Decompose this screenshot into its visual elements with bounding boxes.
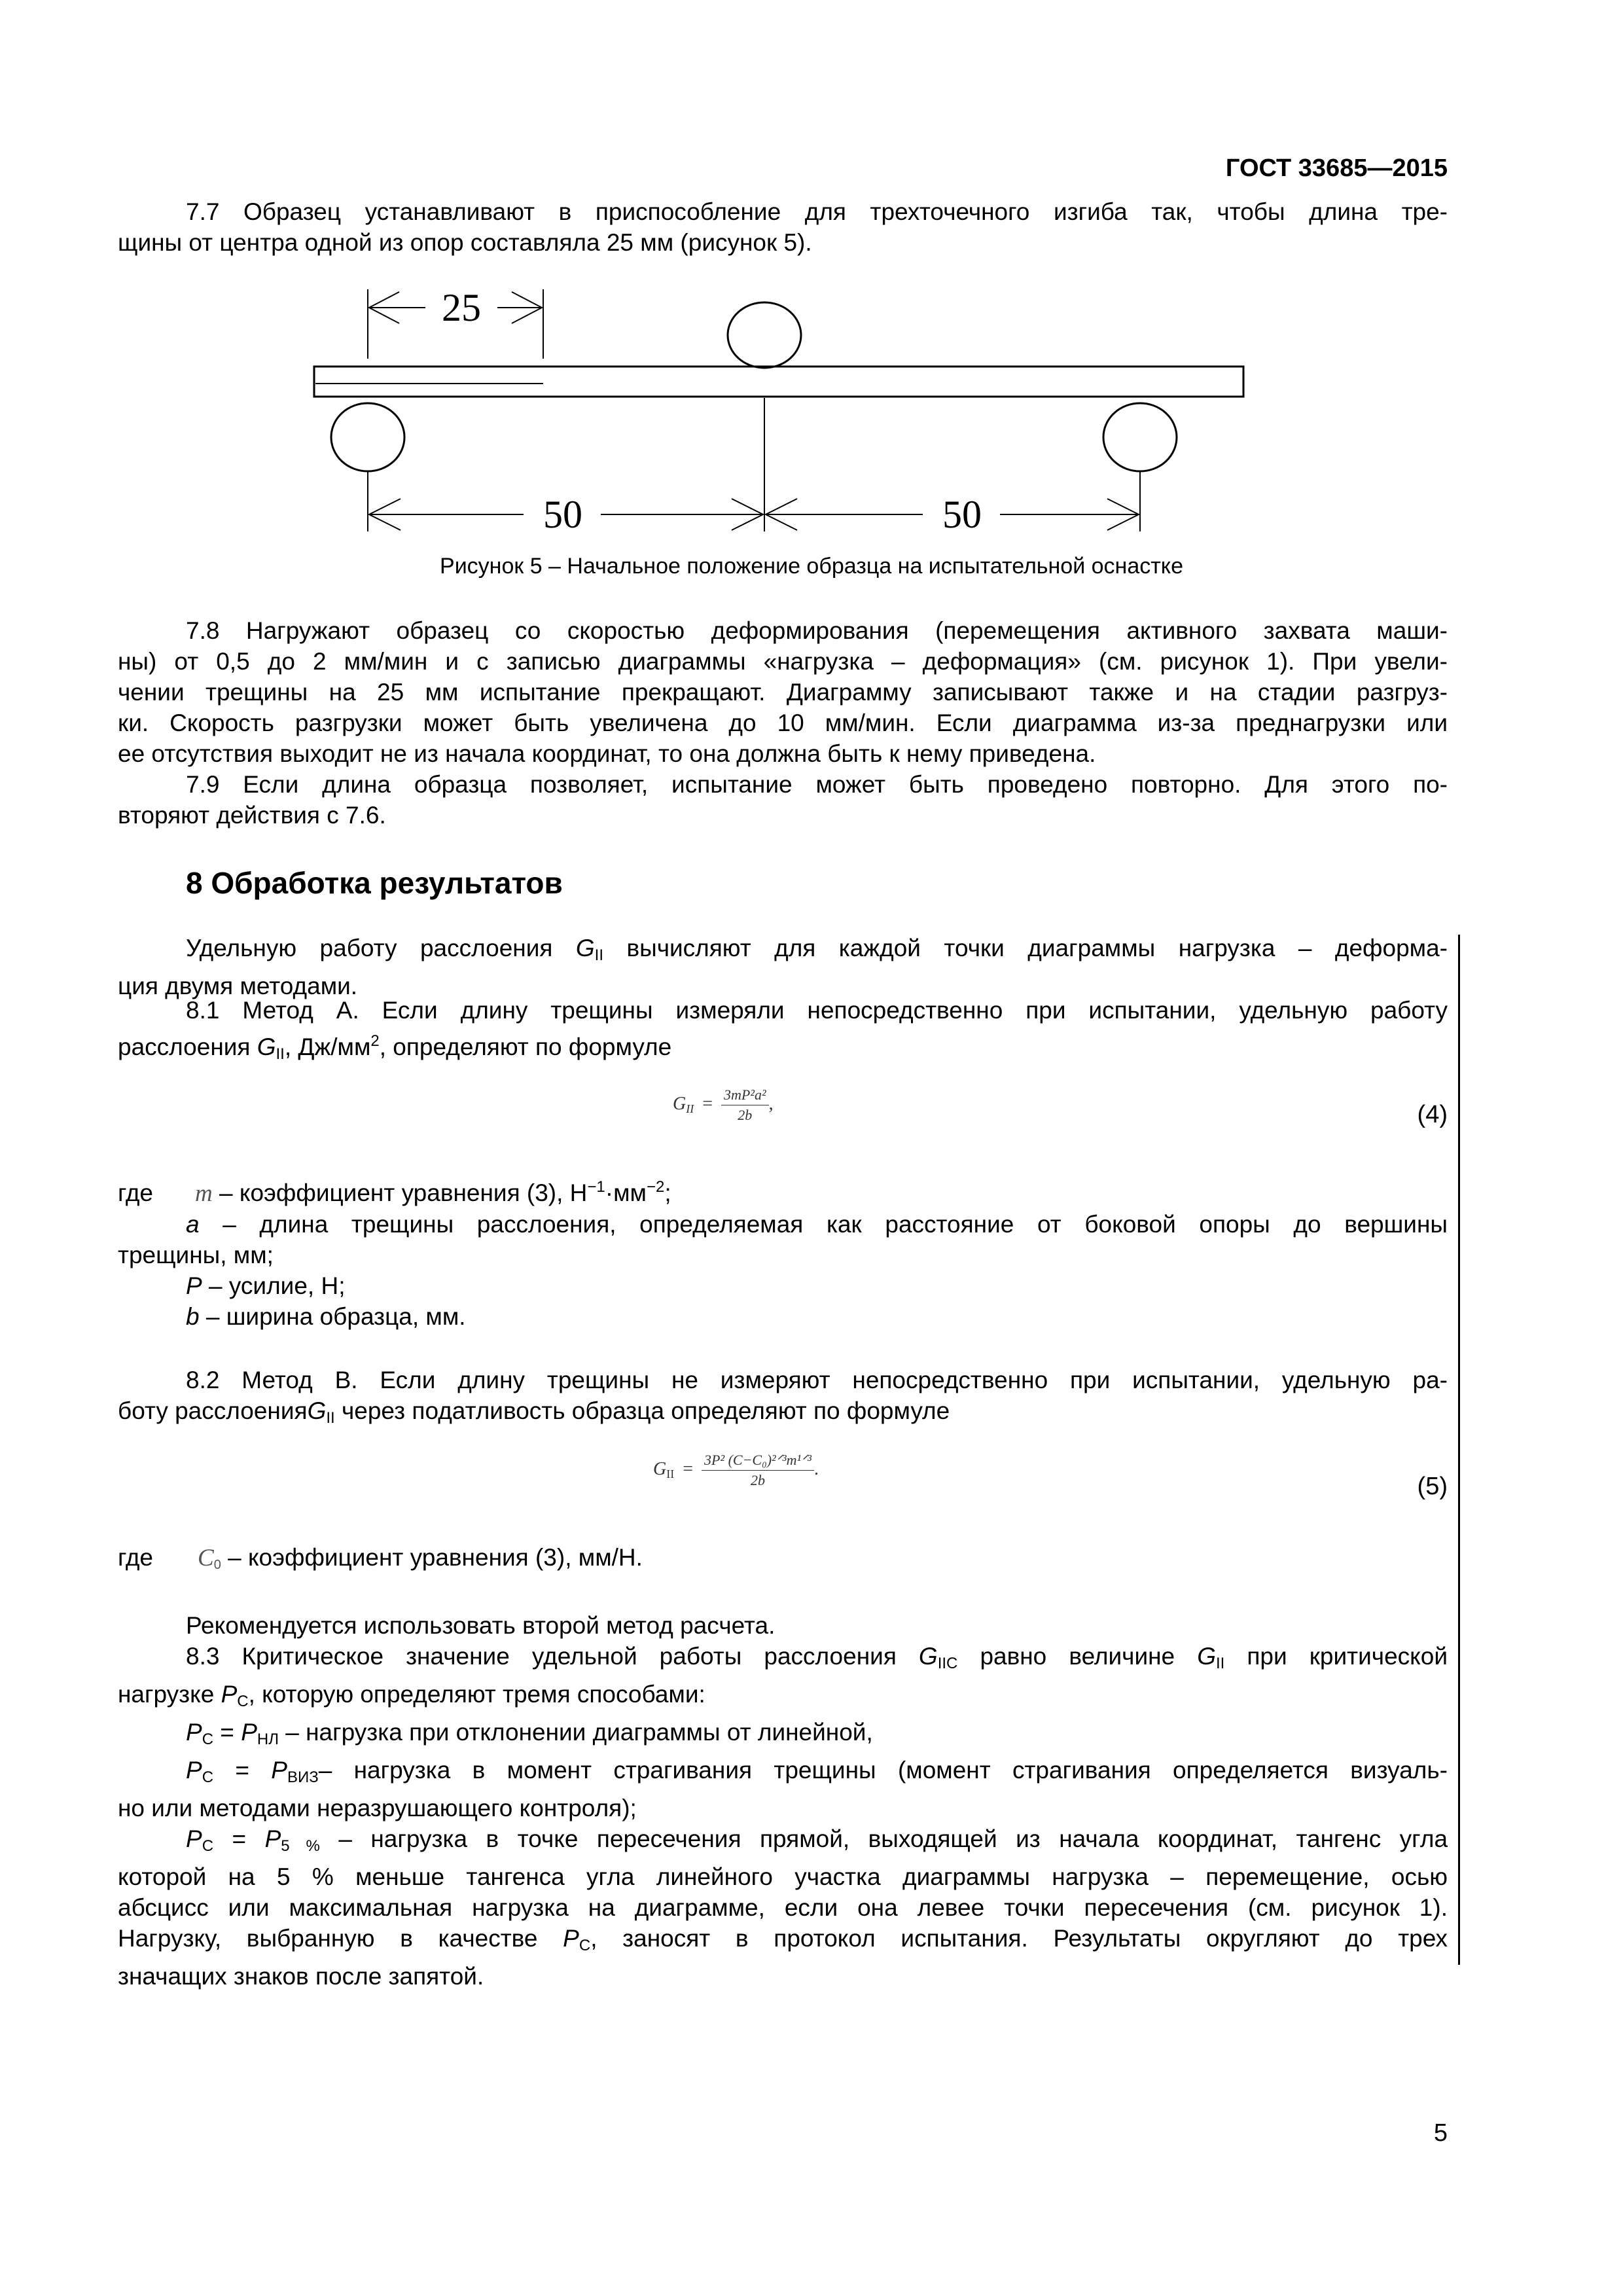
- method-item-1: $P_C = P_{НЛ}$ – нагрузка при отклонении диаграммы от линейной,: [186, 1719, 873, 1748]
- method-item-3: $P_C = P_{5 \%}$ – нагрузка в точке пересечения прямой, выходящей из начала координат, тангенс угла: [186, 1825, 1448, 1855]
- method-item-3-line2: которой на 5 % меньше тангенса угла линейного участка диаграммы нагрузка – перемещение, осью: [118, 1863, 1448, 1890]
- method-item-3-line5: значащих знаков после запятой.: [118, 1963, 484, 1990]
- paragraph-7-9: [118, 769, 1448, 831]
- formula-4-fraction: $\frac{\text{3mP²a²}}{2b}$: [721, 1086, 769, 1124]
- p81-line2: расслоения $G_{II}$, $Дж/мм^2$, определяют по формуле: [118, 1032, 672, 1063]
- paragraph-section8-intro: [118, 933, 1448, 1001]
- page-number: 5: [1433, 2119, 1448, 2147]
- method-item-2-cont: но или методами неразрушающего контроля);: [118, 1795, 637, 1821]
- p82-line1: 8.2 Метод В. Если длину трещины не измеряют непосредственно при испытании, удельную ра-: [186, 1367, 1448, 1393]
- p78-line1: 7.8 Нагружают образец со скоростью деформирования (перемещения активного захвата маши-: [186, 617, 1448, 644]
- p77-line1: 7.7 Образец устанавливают в приспособление для трехточечного изгиба так, чтобы длина тре-: [186, 198, 1448, 225]
- where1-p: P – усилие, Н;: [186, 1272, 346, 1299]
- paragraph-7-7: [118, 196, 1448, 258]
- p79-line1: 7.9 Если длина образца позволяет, испытание может быть проведено повторно. Для этого по-: [186, 771, 1448, 798]
- p81-line1: 8.1 Метод А. Если длину трещины измеряли непосредственно при испытании, удельную работу: [186, 997, 1448, 1024]
- recommendation: Рекомендуется использовать второй метод расчета.: [186, 1612, 776, 1639]
- p83-line2: нагрузке $P_C$, которую определяют тремя способами:: [118, 1681, 705, 1710]
- method-item-2: $P_C = P_{ВИЗ}-$ нагрузка в момент страгивания трещины (момент страгивания определяется визуаль-: [186, 1757, 1448, 1786]
- p78-line2: ны) от 0,5 до 2 мм/мин и с записью диаграммы «нагрузка – деформация» (см. рисунок 1). При увели-: [118, 648, 1448, 675]
- right-support-roller: [1103, 403, 1177, 471]
- figure-5-diagram: [301, 275, 1257, 537]
- where1-a: a – длина трещины расслоения, определяемая как расстояние от боковой опоры до вершины: [186, 1211, 1448, 1238]
- intro-line2: ция двумя методами.: [118, 973, 358, 999]
- where1-a-cont: трещины, мм;: [118, 1242, 274, 1268]
- p78-line5: ее отсутствия выходит не из начала координат, то она должна быть к нему приведена.: [118, 740, 1096, 767]
- loading-roller: [728, 302, 801, 368]
- p78-line3: чении трещины на 25 мм испытание прекращают. Диаграмму записывают также и на стадии разгруз-: [118, 679, 1448, 706]
- p77-line2: щины от центра одной из опор составляла 25 мм (рисунок 5).: [118, 229, 812, 256]
- formula-4-number: (4): [1417, 1101, 1448, 1128]
- method-item-3-line4: Нагрузку, выбранную в качестве $P_C$, заносят в протокол испытания. Результаты округляют до трех: [118, 1925, 1448, 1954]
- where2-c0: где C0 – коэффициент уравнения (3), мм/Н.: [118, 1544, 643, 1572]
- left-support-roller: [331, 403, 404, 471]
- paragraph-8-1: [118, 995, 1448, 1069]
- where-block-1: [118, 1172, 1448, 1332]
- p78-line4: ки. Скорость разгрузки может быть увеличена до 10 мм/мин. Если диаграмма из-за преднагрузки или: [118, 709, 1448, 736]
- figure-5-caption: Рисунок 5 – Начальное положение образца на испытательной оснастке: [440, 554, 1183, 579]
- formula-5: GII = $\frac{\text{3P² (C−C₀)²ᐟ³m¹ᐟ³}}{2b}$ .: [653, 1452, 819, 1488]
- dim-50-left-label: 50: [543, 493, 582, 536]
- dim-50-right-label: 50: [942, 493, 982, 536]
- p79-line2: вторяют действия с 7.6.: [118, 802, 386, 829]
- specimen-beam: [314, 367, 1243, 397]
- paragraph-7-8: [118, 615, 1448, 769]
- where-block-2: [118, 1542, 1448, 1581]
- where1-m: где m – коэффициент уравнения (3), $Н^{-1}\cdot мм^{-2}$;: [118, 1178, 671, 1207]
- document-standard-id: ГОСТ 33685—2015: [1225, 154, 1448, 182]
- formula-5-number: (5): [1417, 1473, 1448, 1500]
- dim-25-label: 25: [442, 286, 481, 329]
- paragraph-8-2: [118, 1365, 1448, 1433]
- method-item-3-line3: абсцисс или максимальная нагрузка на диаграмме, если она левее точки пересечения (см. рисунок 1).: [118, 1894, 1448, 1921]
- p82-line2: боту расслоенияG$_{II}$ через податливость образца определяют по формуле: [118, 1397, 950, 1427]
- p83-line1: 8.3 Критическое значение удельной работы расслоения $G_{IIC}$ равно величине $G_{II}$ при критической: [186, 1643, 1448, 1672]
- paragraph-8-3: [118, 1641, 1448, 1992]
- where1-b: b – ширина образца, мм.: [186, 1303, 466, 1330]
- section-8-title: 8 Обработка результатов: [186, 866, 563, 900]
- formula-5-fraction: $\frac{\text{3P² (C−C₀)²ᐟ³m¹ᐟ³}}{2b}$: [702, 1452, 814, 1489]
- revision-bar: [1458, 935, 1460, 1965]
- formula-4: GII = $\frac{\text{3mP²a²}}{2b}$ ,: [673, 1086, 774, 1123]
- intro-line1: Удельную работу расслоения $G_{II}$ вычисляют для каждой точки диаграммы нагрузка – деформа-: [186, 935, 1448, 964]
